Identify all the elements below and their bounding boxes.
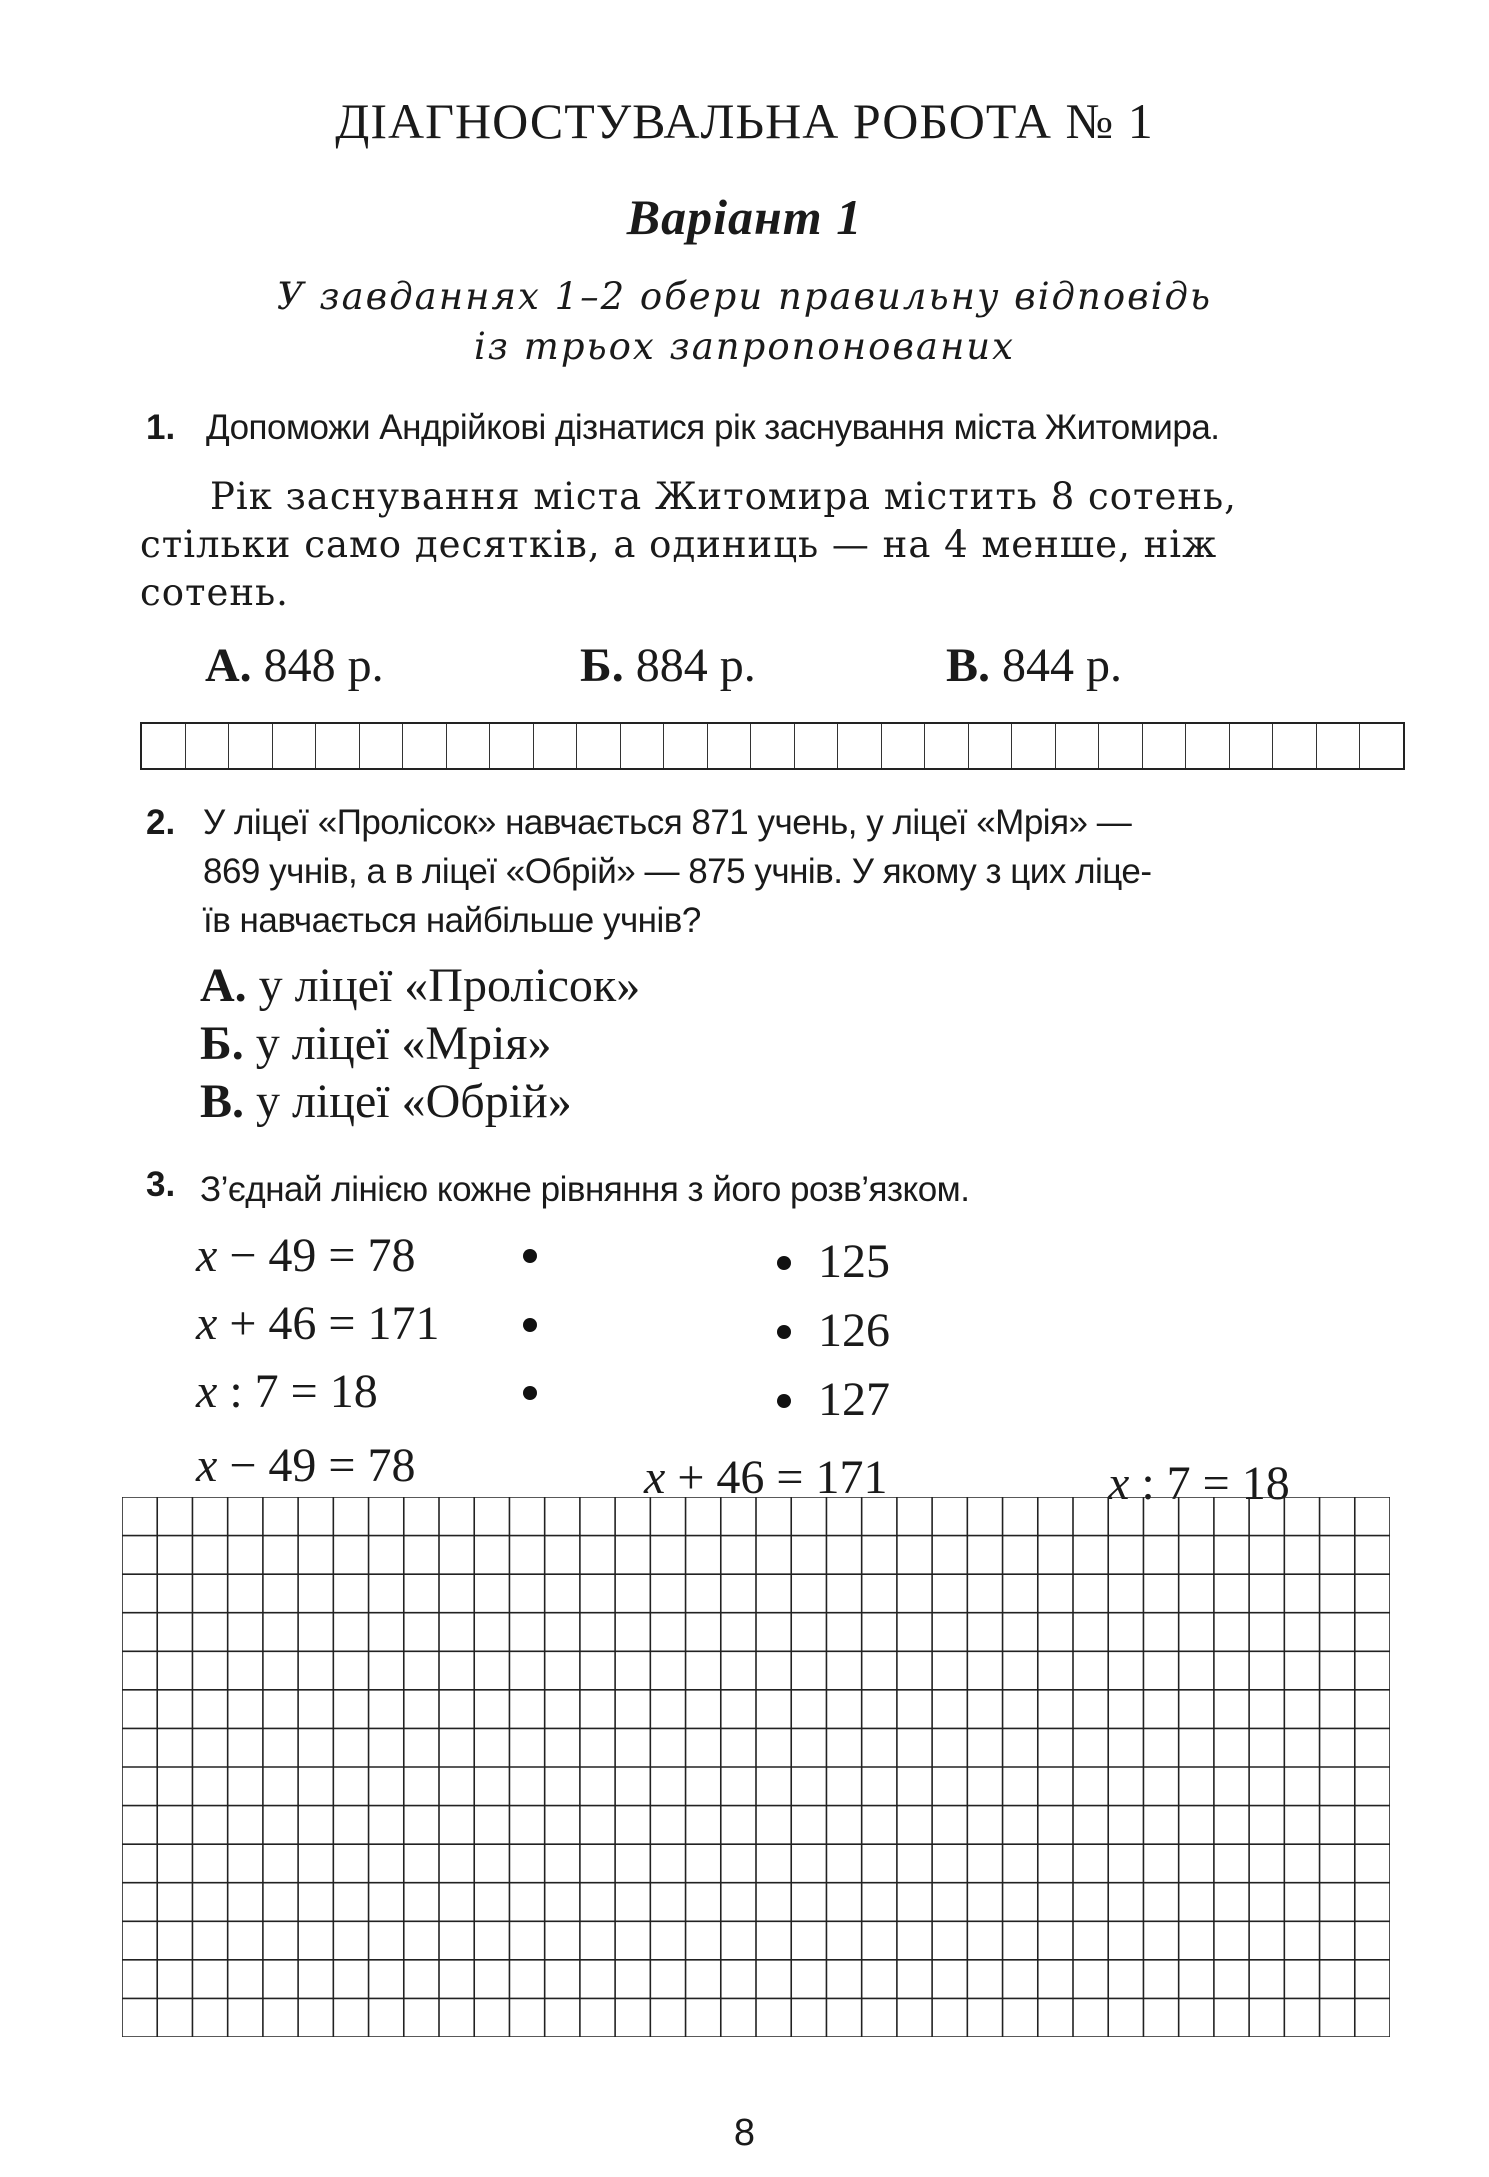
task1-prompt: Допоможи Андрійкові дізнатися рік заснування міста Житомира. xyxy=(206,408,1220,447)
answer-cell[interactable] xyxy=(316,724,360,768)
answer-cell[interactable] xyxy=(186,724,230,768)
option-letter: Б. xyxy=(580,639,624,692)
task2-number: 2. xyxy=(146,803,176,842)
task2-line-2: 869 учнів, а в ліцеї «Обрій» — 875 учнів. У якому з цих ліце- xyxy=(203,852,1152,891)
equation-2-dot[interactable] xyxy=(523,1318,537,1332)
task2-line-1: У ліцеї «Пролісок» навчається 871 учень, у ліцеї «Мрія» — xyxy=(203,803,1132,842)
equation-variable: x xyxy=(196,1439,218,1492)
answer-cell[interactable] xyxy=(360,724,404,768)
solution-2: 126 xyxy=(818,1304,890,1357)
answer-cell[interactable] xyxy=(708,724,752,768)
answer-cell[interactable] xyxy=(1143,724,1187,768)
equation-rest: + 46 = 171 xyxy=(217,1297,440,1350)
equation-3-dot[interactable] xyxy=(523,1386,537,1400)
equation-variable: x xyxy=(196,1297,218,1350)
task1-option-c[interactable] xyxy=(946,638,1122,693)
answer-cell[interactable] xyxy=(1317,724,1361,768)
option-text: у ліцеї «Пролісок» xyxy=(258,959,641,1012)
instruction-line-1: У завданнях 1–2 обери правильну відповідь xyxy=(276,275,1213,318)
answer-cell[interactable] xyxy=(1056,724,1100,768)
option-letter: В. xyxy=(200,1075,245,1128)
answer-cell[interactable] xyxy=(1360,724,1403,768)
option-letter: В. xyxy=(946,639,991,692)
variant-heading: Варіант 1 xyxy=(626,189,863,245)
answer-cell[interactable] xyxy=(534,724,578,768)
equation-variable: x xyxy=(644,1451,666,1504)
option-letter: Б. xyxy=(200,1017,244,1070)
answer-cells-strip[interactable] xyxy=(140,722,1405,770)
answer-cell[interactable] xyxy=(577,724,621,768)
answer-cell[interactable] xyxy=(273,724,317,768)
equation-rest: + 46 = 171 xyxy=(665,1451,888,1504)
option-text: у ліцеї «Мрія» xyxy=(255,1017,552,1070)
solution-3: 127 xyxy=(818,1373,890,1426)
task2-line-3: їв навчається найбільше учнів? xyxy=(203,901,701,940)
task1-option-a[interactable] xyxy=(205,638,384,693)
solution-1-dot[interactable] xyxy=(777,1256,791,1270)
answer-cell[interactable] xyxy=(142,724,186,768)
answer-cell[interactable] xyxy=(447,724,491,768)
task1-text-line-3: сотень. xyxy=(140,571,289,614)
page-title: ДІАГНОСТУВАЛЬНА РОБОТА № 1 xyxy=(335,93,1154,149)
solution-2-dot[interactable] xyxy=(777,1325,791,1339)
equation-variable: x xyxy=(196,1229,218,1282)
equation-2 xyxy=(196,1296,439,1351)
answer-cell[interactable] xyxy=(664,724,708,768)
work-label-1 xyxy=(196,1438,415,1493)
option-text: у ліцеї «Обрій» xyxy=(256,1075,572,1128)
option-letter: А. xyxy=(200,959,247,1012)
answer-cell[interactable] xyxy=(751,724,795,768)
option-letter: А. xyxy=(205,639,252,692)
task2-option-c[interactable] xyxy=(200,1074,572,1129)
task1-text-line-2: стільки само десятків, а одиниць — на 4 менше, ніж xyxy=(140,523,1218,566)
task2-option-b[interactable] xyxy=(200,1016,551,1071)
task3-prompt: З’єднай лінією кожне рівняння з його розв’язком. xyxy=(200,1170,970,1209)
work-grid[interactable] xyxy=(122,1497,1390,2037)
answer-cell[interactable] xyxy=(969,724,1013,768)
equation-rest: : 7 = 18 xyxy=(217,1365,378,1418)
answer-cell[interactable] xyxy=(1012,724,1056,768)
equation-rest: − 49 = 78 xyxy=(217,1229,416,1282)
solution-3-dot[interactable] xyxy=(777,1394,791,1408)
equation-variable: x xyxy=(196,1365,218,1418)
instruction-line-2: із трьох запропонованих xyxy=(473,325,1016,368)
answer-cell[interactable] xyxy=(882,724,926,768)
option-text: 848 р. xyxy=(263,639,384,692)
answer-cell[interactable] xyxy=(795,724,839,768)
equation-rest: − 49 = 78 xyxy=(217,1439,416,1492)
answer-cell[interactable] xyxy=(1186,724,1230,768)
answer-cell[interactable] xyxy=(403,724,447,768)
option-text: 844 р. xyxy=(1002,639,1123,692)
task1-option-b[interactable] xyxy=(580,638,756,693)
answer-cell[interactable] xyxy=(1273,724,1317,768)
answer-cell[interactable] xyxy=(490,724,534,768)
answer-cell[interactable] xyxy=(229,724,273,768)
answer-cell[interactable] xyxy=(621,724,665,768)
task2-option-a[interactable] xyxy=(200,958,640,1013)
answer-cell[interactable] xyxy=(925,724,969,768)
task1-number: 1. xyxy=(146,408,176,447)
equation-3 xyxy=(196,1364,378,1419)
answer-cell[interactable] xyxy=(838,724,882,768)
page-number: 8 xyxy=(733,2112,756,2154)
answer-cell[interactable] xyxy=(1099,724,1143,768)
equation-variable: x xyxy=(1108,1457,1130,1510)
equation-1-dot[interactable] xyxy=(523,1249,537,1263)
answer-cell[interactable] xyxy=(1230,724,1274,768)
task1-text-line-1: Рік заснування міста Житомира містить 8 сотень, xyxy=(210,475,1237,518)
solution-1: 125 xyxy=(818,1235,890,1288)
task3-number: 3. xyxy=(146,1165,176,1204)
option-text: 884 р. xyxy=(635,639,756,692)
equation-rest: : 7 = 18 xyxy=(1129,1457,1290,1510)
equation-1 xyxy=(196,1228,415,1283)
